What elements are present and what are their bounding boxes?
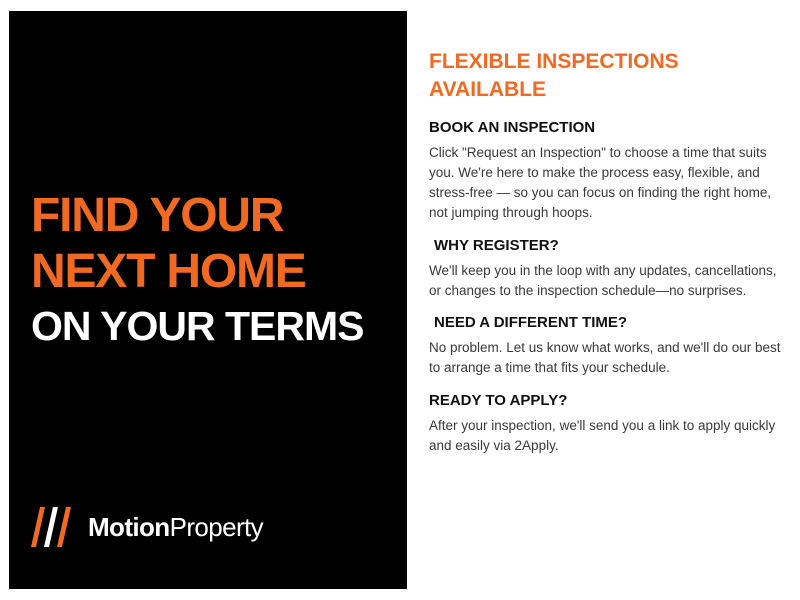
page-title: FLEXIBLE INSPECTIONS AVAILABLE — [429, 50, 679, 102]
hero-line-2: NEXT HOME — [31, 245, 306, 299]
section-heading: WHY REGISTER? — [434, 236, 559, 254]
hero-headline — [31, 189, 391, 350]
hero-line-1: FIND YOUR — [31, 189, 284, 242]
brand-logo — [31, 507, 263, 547]
section-body: No problem. Let us know what works, and we'll do our best to arrange a time that fits your schedule. — [429, 340, 781, 376]
hero-panel — [9, 11, 407, 589]
brand-name-primary: Motion — [88, 511, 170, 542]
motion-property-logo-icon — [31, 507, 77, 547]
section-ready-to-apply — [429, 392, 788, 457]
section-why-register — [429, 237, 788, 302]
section-body: After your inspection, we'll send you a link to apply quickly and easily via 2Apply. — [429, 417, 776, 453]
section-heading: READY TO APPLY? — [429, 391, 568, 409]
info-panel — [407, 0, 800, 600]
section-book-an-inspection — [429, 119, 788, 224]
section-heading: NEED A DIFFERENT TIME? — [434, 314, 628, 332]
section-body: Click "Request an Inspection" to choose a time that suits you. We're here to make the process easy, flexible, and stress-free — so you can focus on finding the right home, not jumping through hoops. — [429, 144, 772, 221]
section-need-a-different-time — [429, 314, 788, 379]
hero-line-3: ON YOUR TERMS — [31, 303, 364, 350]
brand-name-secondary: Property — [169, 511, 264, 542]
section-heading: BOOK AN INSPECTION — [429, 118, 596, 136]
section-body: We'll keep you in the loop with any updates, cancellations, or changes to the inspection schedule—no surprises. — [429, 262, 777, 298]
brand-name — [88, 512, 263, 543]
